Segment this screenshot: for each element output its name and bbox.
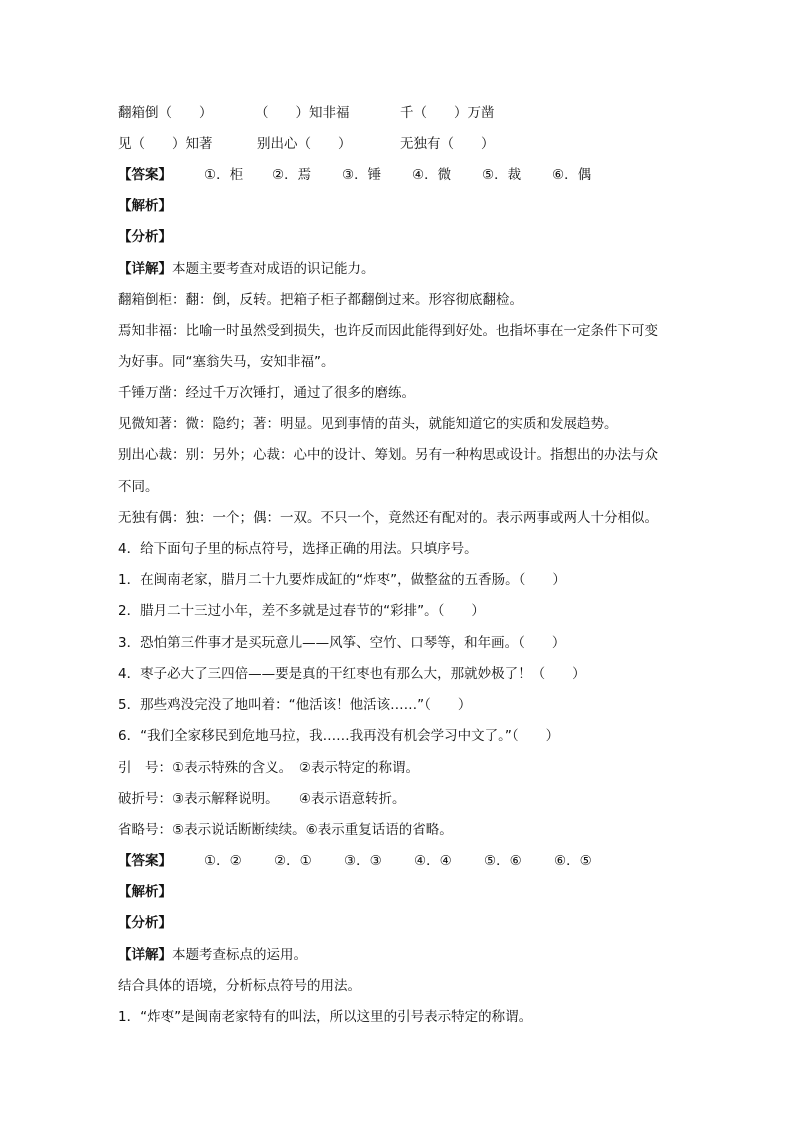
question-stem: 4．给下面句子里的标点符号，选择正确的用法。只填序号。 [118,541,478,557]
answer-item: ⑥．⑤ [554,853,592,869]
paragraph-line: 1．“炸枣”是闽南老家特有的叫法，所以这里的引号表示特定的称谓。 [118,1009,533,1025]
idiom-blank: 翻箱倒（ ） [118,105,213,121]
detail-text: 本题主要考查对成语的识记能力。 [172,261,375,277]
idiom-blank: 见（ ）知著 [118,136,213,152]
option-line: 破折号：③表示解释说明。 ④表示语意转折。 [118,791,406,807]
option-line: 引 号：①表示特殊的含义。 ②表示特定的称谓。 [118,760,419,776]
section-fenxi: 【分析】 [118,229,172,245]
explanation-line: 千锤万凿：经过千万次锤打，通过了很多的磨练。 [118,385,415,401]
section-jiexi: 【解析】 [118,198,172,214]
answer-item: ②．焉 [272,167,312,183]
explanation-line: 无独有偶：独：一个；偶：一双。不只一个，竟然还有配对的。表示两事或两人十分相似。 [118,510,658,526]
answer-item: ⑥．偶 [552,167,592,183]
answer-item: ⑤．⑥ [484,853,522,869]
detail-label: 【详解】 [118,947,172,963]
question-sentence: 2．腊月二十三过小年，差不多就是过春节的“彩排”。（ ） [118,603,485,619]
detail-line [118,259,375,279]
answer-label: 【答案】 [118,853,172,869]
detail-label: 【详解】 [118,261,172,277]
detail-line [118,945,307,965]
answer-item: ④．微 [412,167,452,183]
explanation-line: 别出心裁：别：另外；心裁：心中的设计、筹划。另有一种构思或设计。指想出的办法与众 [118,447,658,463]
idiom-blank: 别出心（ ） [257,136,352,152]
paragraph-line: 结合具体的语境，分析标点符号的用法。 [118,978,361,994]
question-sentence: 3．恐怕第三件事才是买玩意儿——风筝、空竹、口琴等，和年画。（ ） [118,635,566,651]
answer-item: ③．③ [344,853,382,869]
answer-item: ④．④ [414,853,452,869]
detail-text: 本题考查标点的运用。 [172,947,307,963]
explanation-line: 焉知非福：比喻一时虽然受到损失，也许反而因此能得到好处。也指坏事在一定条件下可变 [118,323,658,339]
idiom-blank: 无独有（ ） [400,136,495,152]
option-line: 省略号：⑤表示说话断断续续。⑥表示重复话语的省略。 [118,822,453,838]
answer-item: ②．① [274,853,312,869]
explanation-line: 翻箱倒柜：翻：倒，反转。把箱子柜子都翻倒过来。形容彻底翻检。 [118,292,523,308]
answer-item: ③．锤 [342,167,382,183]
idiom-blank: 千（ ）万凿 [400,105,495,121]
question-sentence: 4．枣子必大了三四倍——要是真的干红枣也有那么大，那就妙极了！（ ） [118,666,586,682]
explanation-line: 不同。 [118,479,159,495]
idiom-blank: （ ）知非福 [255,105,350,121]
question-sentence: 6．“我们全家移民到危地马拉，我……我再没有机会学习中文了。”（ ） [118,728,560,744]
section-fenxi: 【分析】 [118,915,172,931]
explanation-line: 见微知著：微：隐约；著：明显。见到事情的苗头，就能知道它的实质和发展趋势。 [118,416,618,432]
question-sentence: 5．那些鸡没完没了地叫着：“他活该！他活该……”（ ） [118,697,472,713]
answer-item: ⑤．裁 [482,167,522,183]
question-sentence: 1．在闽南老家，腊月二十九要炸成缸的“炸枣”，做整盆的五香肠。（ ） [118,572,566,588]
explanation-line: 为好事。同“塞翁失马，安知非福”。 [118,354,335,370]
section-jiexi: 【解析】 [118,884,172,900]
answer-label: 【答案】 [118,167,172,183]
answer-item: ①．柜 [204,167,244,183]
answer-item: ①．② [204,853,242,869]
